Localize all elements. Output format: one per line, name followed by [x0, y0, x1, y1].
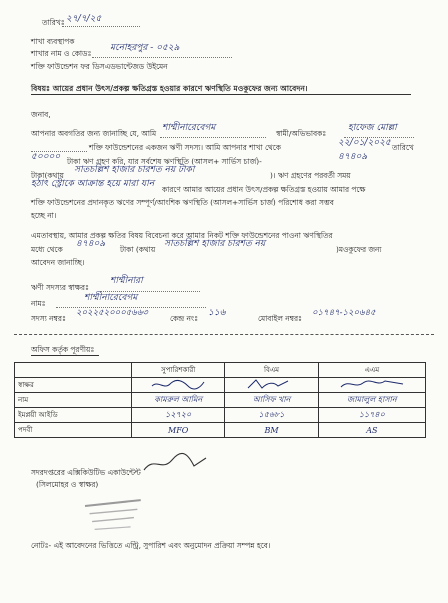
col-recommender: সুপারিশকারী — [132, 363, 225, 378]
member-name-dots — [160, 137, 266, 138]
recommender-designation: MFO — [132, 423, 225, 438]
signature-dots — [100, 291, 200, 292]
waive-amount-hw: ৪৭৪০৯ — [76, 239, 106, 249]
date-value: ২৭/৭/২৫ — [66, 14, 102, 24]
branch-dotted-line — [92, 57, 232, 58]
signature-scribble-1 — [148, 378, 208, 390]
approval-table — [14, 362, 426, 438]
am-designation: AS — [318, 423, 425, 438]
member-id-value: ২০২২৫২০০০৫৬৬৩ — [76, 308, 148, 318]
p2-text-b: মধ্যে থেকে — [31, 245, 63, 254]
row-label-name: নাম — [15, 393, 132, 408]
bm-name: আসিফ খান — [225, 393, 318, 408]
member-id-label: সদস্য নম্বরঃ — [31, 314, 66, 323]
footnote: নোটঃ- এই আবেদনের ভিত্তিতে এন্ট্রি, সুপারিশ এবং অনুমোদন প্রক্রিয়া সম্পন্ন হবে। — [31, 541, 271, 550]
p1-text-i: শক্তি ফাউন্ডেশনের প্রদানকৃত ঋণের সম্পূর্ণ/আংশিক ঋণস্থিতি (আসল+সার্ভিস চার্জ) পরিশোধ করা সম্ভব — [31, 198, 334, 207]
mobile-value: ০১৭৪৭-১২০৬৪৫ — [312, 308, 376, 318]
member-name-label: নামঃ — [31, 299, 46, 308]
center-value: ১১৬ — [208, 308, 226, 318]
loan-amount-hw: ৫০০০০ — [31, 152, 61, 162]
approval-designation-row — [15, 423, 426, 438]
branch-value: মনোহরপুর - ০৫২৯ — [110, 43, 180, 53]
outstanding-words-hw: সাতচল্লিশ হাজার চারশত নয় টাকা — [74, 165, 195, 175]
accountant-signature-icon — [140, 452, 210, 476]
addressee-title: শাখা ব্যবস্থাপক — [31, 37, 75, 46]
branch-label: শাখার নাম ও কোডঃ — [31, 49, 92, 58]
bm-id: ১৫৬৮১ — [225, 408, 318, 423]
p1-text-c: শক্তি ফাউন্ডেশনের একজন ঋণী সদস্য। আমি আপনার শাখা থেকে — [89, 143, 281, 152]
col-bm: বিএম — [225, 363, 318, 378]
p2-text-c: টাকা (কথায় — [120, 245, 156, 254]
p2-text-e: আবেদন জানাচ্ছি। — [31, 258, 85, 267]
p1-text-g: )। ঋণ গ্রহণের পরবর্তী সময় — [270, 171, 351, 180]
am-signature — [318, 378, 425, 393]
am-name: জামালুল হাসান — [318, 393, 425, 408]
date-label: তারিখঃ — [42, 18, 65, 27]
mobile-label: মোবাইল নম্বরঃ — [258, 314, 302, 323]
subject-underline — [31, 94, 411, 95]
center-label: কেন্দ্র নংঃ — [170, 314, 199, 323]
signature-scribble-2 — [242, 378, 302, 390]
p1-text-d: তারিখে — [392, 143, 414, 152]
approval-signature-row — [15, 378, 426, 393]
outstanding-hw: ৪৭৪০৯ — [338, 152, 368, 162]
section-divider — [14, 334, 434, 335]
member-signature-label: ঋণী সদস্যর স্বাক্ষরঃ — [31, 283, 89, 292]
bm-signature — [225, 378, 318, 393]
subject-line: বিষয়ঃ আয়ের প্রধান উৎস/প্রকল্প ক্ষতিগ্রস্ত হওয়ার কারণে ঋণস্থিতি মওকুফের জন্য আবেদন। — [31, 84, 308, 93]
p1-text-a: আপনার অবগতির জন্য জানাচ্ছি যে, আমি — [31, 129, 157, 138]
col-am: এএম — [318, 363, 425, 378]
p1-text-h: কারণে আমার আয়ের প্রধান উৎস/প্রকল্প ক্ষতিগ্রস্ত হওয়ায় আমার পক্ষে — [162, 185, 366, 194]
member-name-value: শাম্মীনারেবেগম — [84, 293, 138, 303]
p1-text-e: টাকা ঋণ গ্রহণ করি, যার সর্বশেষ ঋণস্থিতি (আসল+ সার্ভিস চার্জ)- — [67, 157, 262, 166]
p2-text-a: এমতাবস্থায়, আমার প্রকল্প ক্ষতির বিষয় বিবেচনা করে আমার নিকট শক্তি ফাউন্ডেশনের পাওনা ঋণস্থিতির — [31, 231, 333, 240]
approval-name-row — [15, 393, 426, 408]
member-name-hw: শাম্মীনারেবেগম — [162, 123, 216, 133]
recommender-id: ১২৭২০ — [132, 408, 225, 423]
p1-text-j: হচ্ছে না। — [31, 211, 57, 220]
signature-scribble-3 — [337, 378, 407, 390]
bm-designation: BM — [225, 423, 318, 438]
office-title-underline — [31, 355, 99, 356]
accountant-seal-icon — [83, 496, 146, 543]
row-label-employee-id: ইমপ্লয়ী আইডি — [15, 408, 132, 423]
date-dotted-line — [62, 26, 140, 27]
organization-name: শক্তি ফাউন্ডেশন ফর ডিসএডভান্টেজড উইমেন — [31, 62, 168, 71]
seal-lines-icon — [83, 496, 146, 540]
p1-text-b: স্বামী/অভিভাবকঃ — [276, 129, 327, 138]
loan-date-hw: ২২/০১/২০২৫ — [338, 138, 391, 148]
p2-text-d: )মওকুফের জন্য — [336, 245, 382, 254]
recommender-name: কামরুল আমিন — [132, 393, 225, 408]
guardian-hw: হাফেজ মোল্লা — [348, 123, 397, 133]
accountant-sublabel: (সিলমোহর ও স্বাক্ষর) — [36, 480, 99, 489]
approval-employee-id-row — [15, 408, 426, 423]
office-section-title: অফিস কর্তৃক পূরণীয়ঃ — [31, 345, 95, 354]
recommender-signature — [132, 378, 225, 393]
reason-hw: হঠাৎ স্ট্রোকে আক্রান্ত হয়ে মারা যান — [31, 179, 155, 189]
row-label-signature: স্বাক্ষর — [15, 378, 132, 393]
am-id: ১১৭৪০ — [318, 408, 425, 423]
accountant-label: সদরদপ্তরের এক্সিকিউটিভ একাউন্টেন্ট — [31, 468, 141, 477]
row-label-designation: পদবী — [15, 423, 132, 438]
salutation: জনাব, — [31, 110, 51, 119]
approval-header-row — [15, 363, 426, 378]
waive-words-hw: সাতচল্লিশ হাজার চারশত নয় — [164, 239, 266, 249]
table-corner — [15, 363, 132, 378]
member-signature: শাম্মীনারা — [110, 276, 143, 286]
p1-text-f: টাকা(কথায় — [31, 171, 64, 180]
